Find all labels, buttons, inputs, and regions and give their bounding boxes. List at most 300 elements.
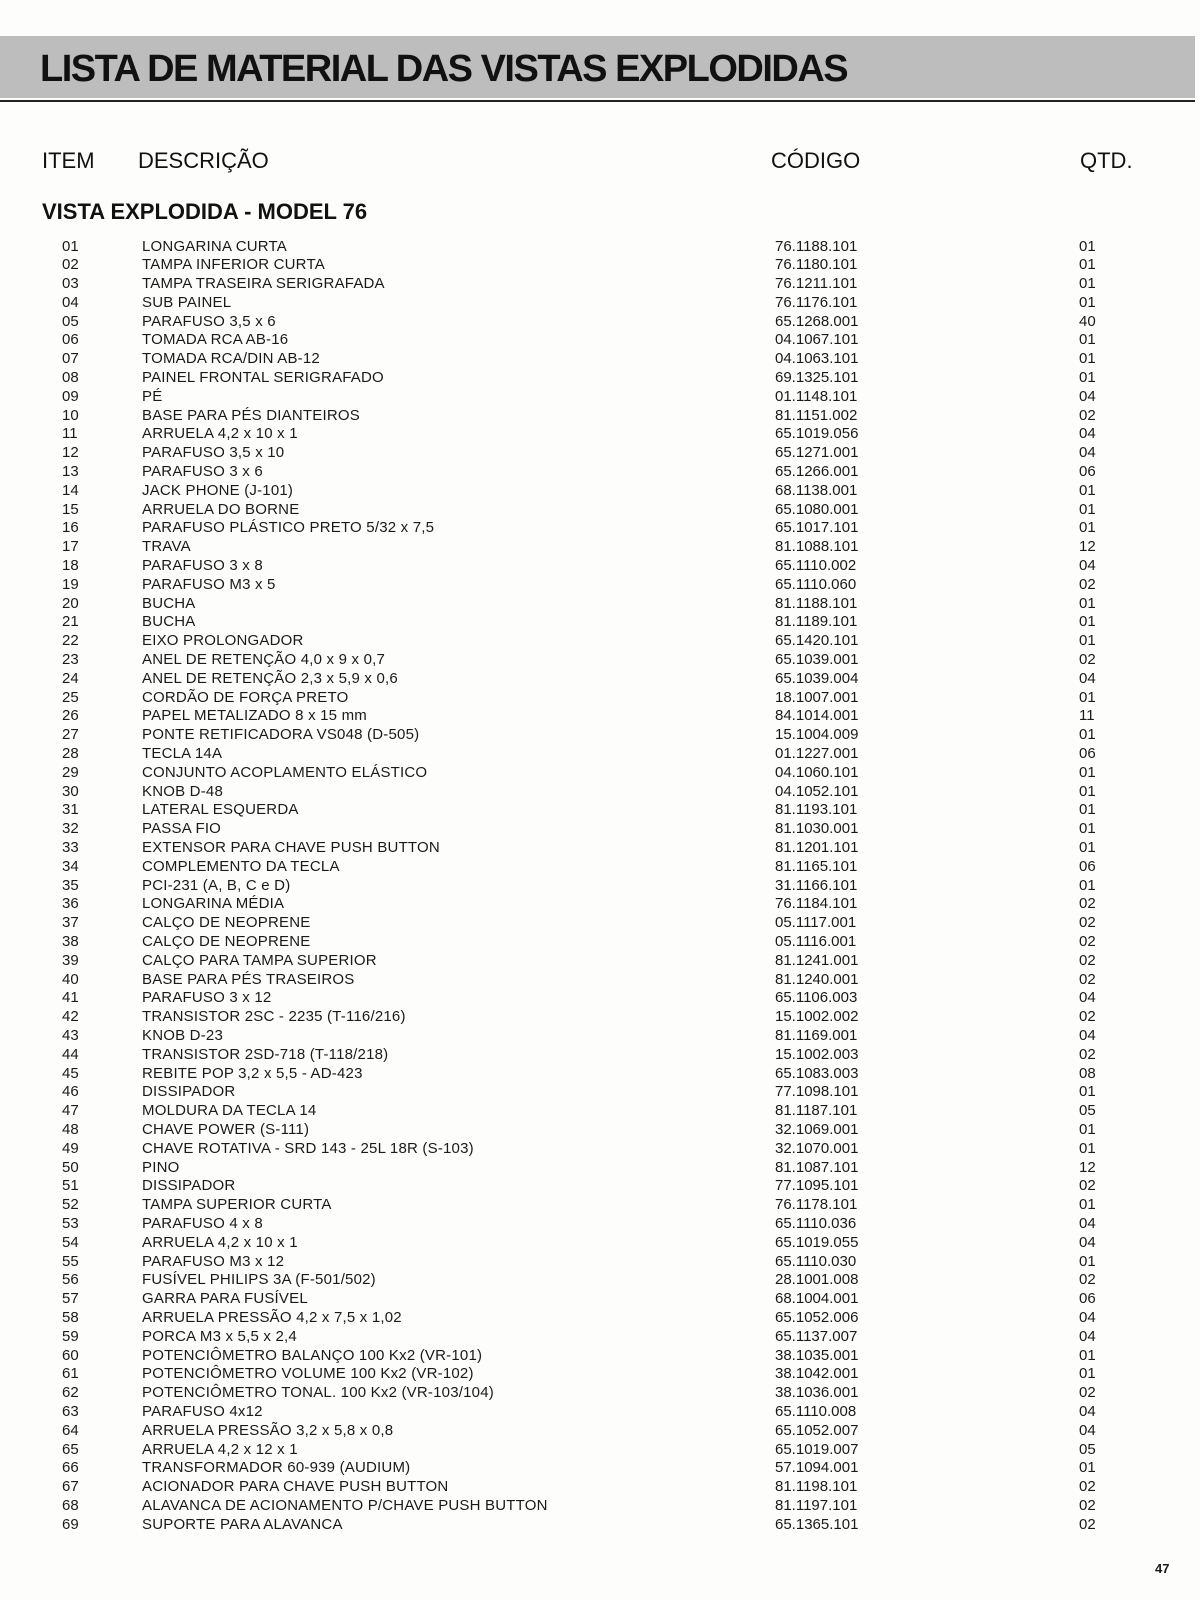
table-row — [0, 1516, 1200, 1535]
item-number: 06 — [62, 331, 79, 349]
item-number: 10 — [62, 406, 79, 424]
item-description: PARAFUSO PLÁSTICO PRETO 5/32 x 7,5 — [142, 519, 435, 537]
table-row — [0, 482, 1200, 501]
item-quantity: 01 — [1079, 331, 1096, 349]
item-number: 66 — [62, 1459, 79, 1477]
item-code: 32.1070.001 — [775, 1139, 859, 1157]
item-number: 35 — [62, 876, 79, 894]
item-code: 18.1007.001 — [775, 688, 859, 706]
item-description: POTENCIÔMETRO BALANÇO 100 Kx2 (VR-101) — [142, 1346, 483, 1364]
item-quantity: 01 — [1079, 350, 1096, 368]
table-row — [0, 501, 1200, 520]
item-number: 14 — [62, 481, 79, 499]
item-description: PARAFUSO 4 x 8 — [142, 1214, 263, 1232]
table-row — [0, 463, 1200, 482]
item-quantity: 01 — [1079, 1083, 1096, 1101]
item-quantity: 04 — [1079, 1026, 1096, 1044]
item-number: 49 — [62, 1139, 79, 1157]
item-code: 76.1178.101 — [775, 1196, 858, 1214]
item-code: 04.1067.101 — [775, 331, 859, 349]
item-description: ACIONADOR PARA CHAVE PUSH BUTTON — [142, 1478, 449, 1496]
table-row — [0, 1459, 1200, 1478]
item-description: PCI-231 (A, B, C e D) — [142, 876, 291, 894]
item-number: 64 — [62, 1421, 79, 1439]
item-quantity: 01 — [1079, 369, 1096, 387]
item-number: 34 — [62, 857, 79, 875]
item-number: 24 — [62, 669, 79, 687]
item-quantity: 05 — [1079, 1102, 1096, 1120]
item-description: REBITE POP 3,2 x 5,5 - AD-423 — [142, 1064, 363, 1082]
item-description: TRANSISTOR 2SD-718 (T-118/218) — [142, 1045, 389, 1063]
item-code: 81.1188.101 — [775, 594, 858, 612]
item-description: CHAVE POWER (S-111) — [142, 1120, 310, 1138]
item-quantity: 01 — [1079, 594, 1096, 612]
item-quantity: 01 — [1079, 500, 1096, 518]
item-code: 65.1019.055 — [775, 1233, 859, 1251]
item-code: 28.1001.008 — [775, 1271, 859, 1289]
item-quantity: 01 — [1079, 519, 1096, 537]
item-description: ARRUELA 4,2 x 10 x 1 — [142, 1233, 298, 1251]
section-title: VISTA EXPLODIDA - MODEL 76 — [42, 199, 368, 224]
item-code: 65.1052.007 — [775, 1421, 859, 1439]
item-description: BASE PARA PÉS DIANTEIROS — [142, 406, 360, 424]
item-code: 65.1420.101 — [775, 632, 859, 650]
item-code: 38.1042.001 — [775, 1365, 859, 1383]
item-code: 65.1137.007 — [775, 1327, 858, 1345]
item-description: BUCHA — [142, 613, 196, 631]
title-rule — [0, 100, 1195, 102]
table-row — [0, 1121, 1200, 1140]
item-quantity: 02 — [1079, 951, 1096, 969]
table-row — [0, 1309, 1200, 1328]
item-quantity: 01 — [1079, 256, 1096, 274]
item-number: 65 — [62, 1440, 79, 1458]
item-code: 05.1117.001 — [775, 914, 857, 932]
item-quantity: 01 — [1079, 481, 1096, 499]
item-code: 77.1095.101 — [775, 1177, 859, 1195]
item-description: BASE PARA PÉS TRASEIROS — [142, 970, 355, 988]
table-row — [0, 350, 1200, 369]
table-row — [0, 1083, 1200, 1102]
item-quantity: 02 — [1079, 406, 1096, 424]
item-number: 32 — [62, 820, 79, 838]
item-code: 69.1325.101 — [775, 369, 859, 387]
item-code: 81.1151.002 — [775, 406, 858, 424]
item-description: TAMPA SUPERIOR CURTA — [142, 1196, 332, 1214]
item-description: GARRA PARA FUSÍVEL — [142, 1290, 308, 1308]
item-description: TRANSFORMADOR 60-939 (AUDIUM) — [142, 1459, 411, 1477]
table-row — [0, 1065, 1200, 1084]
item-description: PAINEL FRONTAL SERIGRAFADO — [142, 369, 384, 387]
item-number: 39 — [62, 951, 79, 969]
item-number: 30 — [62, 782, 79, 800]
item-description: ARRUELA DO BORNE — [142, 500, 300, 518]
table-row — [0, 1497, 1200, 1516]
item-description: TAMPA TRASEIRA SERIGRAFADA — [142, 275, 385, 293]
item-quantity: 01 — [1079, 1459, 1096, 1477]
item-quantity: 01 — [1079, 763, 1096, 781]
item-number: 41 — [62, 989, 79, 1007]
item-code: 65.1052.006 — [775, 1308, 859, 1326]
item-quantity: 01 — [1079, 1196, 1096, 1214]
item-number: 09 — [62, 387, 79, 405]
table-row — [0, 331, 1200, 350]
item-quantity: 01 — [1079, 801, 1096, 819]
item-code: 04.1060.101 — [775, 763, 859, 781]
table-row — [0, 877, 1200, 896]
item-code: 65.1039.001 — [775, 651, 859, 669]
item-code: 65.1106.003 — [775, 989, 858, 1007]
item-number: 29 — [62, 763, 79, 781]
item-number: 55 — [62, 1252, 79, 1270]
item-code: 76.1211.101 — [775, 275, 858, 293]
item-description: BUCHA — [142, 594, 196, 612]
column-header-qty: QTD. — [1080, 148, 1133, 173]
table-row — [0, 388, 1200, 407]
item-code: 65.1019.056 — [775, 425, 859, 443]
item-number: 61 — [62, 1365, 79, 1383]
table-row — [0, 407, 1200, 426]
table-row — [0, 595, 1200, 614]
item-description: POTENCIÔMETRO TONAL. 100 Kx2 (VR-103/104) — [142, 1384, 494, 1402]
item-number: 17 — [62, 538, 79, 556]
item-quantity: 02 — [1079, 895, 1096, 913]
table-row — [0, 1008, 1200, 1027]
item-code: 77.1098.101 — [775, 1083, 859, 1101]
item-quantity: 01 — [1079, 726, 1096, 744]
table-row — [0, 1271, 1200, 1290]
item-quantity: 04 — [1079, 1214, 1096, 1232]
item-code: 81.1193.101 — [775, 801, 858, 819]
item-quantity: 01 — [1079, 237, 1096, 255]
item-number: 37 — [62, 914, 79, 932]
item-quantity: 01 — [1079, 876, 1096, 894]
table-row — [0, 425, 1200, 444]
item-code: 68.1004.001 — [775, 1290, 859, 1308]
item-description: ARRUELA 4,2 x 10 x 1 — [142, 425, 298, 443]
item-number: 59 — [62, 1327, 79, 1345]
item-quantity: 04 — [1079, 1233, 1096, 1251]
table-row — [0, 1253, 1200, 1272]
item-number: 54 — [62, 1233, 79, 1251]
table-row — [0, 519, 1200, 538]
item-description: DISSIPADOR — [142, 1177, 236, 1195]
item-code: 76.1176.101 — [775, 293, 858, 311]
item-number: 27 — [62, 726, 79, 744]
item-quantity: 12 — [1079, 1158, 1096, 1176]
item-quantity: 01 — [1079, 1346, 1096, 1364]
table-row — [0, 783, 1200, 802]
item-code: 76.1180.101 — [775, 256, 858, 274]
item-number: 56 — [62, 1271, 79, 1289]
item-number: 13 — [62, 463, 79, 481]
item-number: 11 — [62, 425, 78, 443]
item-description: TAMPA INFERIOR CURTA — [142, 256, 325, 274]
item-description: LATERAL ESQUERDA — [142, 801, 299, 819]
table-row — [0, 256, 1200, 275]
table-row — [0, 801, 1200, 820]
item-number: 07 — [62, 350, 79, 368]
table-row — [0, 1478, 1200, 1497]
item-description: COMPLEMENTO DA TECLA — [142, 857, 340, 875]
item-number: 36 — [62, 895, 79, 913]
item-description: PARAFUSO 3 x 12 — [142, 989, 272, 1007]
table-row — [0, 632, 1200, 651]
item-code: 81.1201.101 — [775, 839, 859, 856]
column-header-item: ITEM — [42, 148, 95, 173]
table-row — [0, 952, 1200, 971]
item-quantity: 08 — [1079, 1064, 1096, 1082]
item-quantity: 02 — [1079, 575, 1096, 593]
table-row — [0, 1234, 1200, 1253]
table-row — [0, 764, 1200, 783]
item-description: PASSA FIO — [142, 820, 222, 838]
item-code: 81.1030.001 — [775, 820, 859, 838]
item-code: 15.1002.003 — [775, 1045, 859, 1063]
item-number: 22 — [62, 632, 79, 650]
item-number: 48 — [62, 1120, 79, 1138]
table-row — [0, 1140, 1200, 1159]
item-description: LONGARINA MÉDIA — [142, 895, 285, 913]
item-quantity: 12 — [1079, 538, 1096, 556]
table-row — [0, 1328, 1200, 1347]
table-row — [0, 1177, 1200, 1196]
item-number: 45 — [62, 1064, 79, 1082]
item-code: 76.1184.101 — [775, 895, 858, 913]
item-code: 65.1019.007 — [775, 1440, 859, 1458]
item-code: 04.1063.101 — [775, 350, 859, 368]
table-row — [0, 444, 1200, 463]
item-quantity: 06 — [1079, 745, 1096, 763]
item-description: ANEL DE RETENÇÃO 2,3 x 5,9 x 0,6 — [142, 669, 398, 687]
item-number: 31 — [62, 801, 79, 819]
item-description: CALÇO DE NEOPRENE — [142, 914, 311, 932]
item-quantity: 02 — [1079, 1496, 1096, 1514]
item-number: 03 — [62, 275, 79, 293]
column-header-code: CÓDIGO — [771, 148, 861, 173]
item-description: TOMADA RCA AB-16 — [142, 331, 289, 349]
item-quantity: 06 — [1079, 463, 1096, 481]
page-title: LISTA DE MATERIAL DAS VISTAS EXPLODIDAS — [40, 48, 848, 90]
item-code: 01.1148.101 — [775, 387, 858, 405]
table-row — [0, 707, 1200, 726]
item-description: MOLDURA DA TECLA 14 — [142, 1102, 317, 1120]
item-quantity: 11 — [1079, 707, 1095, 725]
item-quantity: 04 — [1079, 1327, 1096, 1345]
item-number: 04 — [62, 293, 79, 311]
item-description: CONJUNTO ACOPLAMENTO ELÁSTICO — [142, 763, 428, 781]
item-code: 31.1166.101 — [775, 876, 858, 894]
item-description: KNOB D-48 — [142, 782, 223, 800]
item-code: 65.1017.101 — [775, 519, 859, 537]
item-description: EIXO PROLONGADOR — [142, 632, 304, 650]
item-quantity: 02 — [1079, 1384, 1096, 1402]
item-number: 57 — [62, 1290, 79, 1308]
item-description: KNOB D-23 — [142, 1026, 223, 1044]
table-row — [0, 557, 1200, 576]
item-quantity: 40 — [1079, 312, 1096, 330]
item-code: 65.1110.030 — [775, 1252, 857, 1270]
item-quantity: 02 — [1079, 970, 1096, 988]
item-number: 63 — [62, 1402, 79, 1420]
item-quantity: 01 — [1079, 688, 1096, 706]
item-code: 65.1083.003 — [775, 1064, 859, 1082]
item-number: 38 — [62, 932, 79, 950]
item-number: 25 — [62, 688, 79, 706]
table-row — [0, 670, 1200, 689]
item-number: 44 — [62, 1045, 79, 1063]
item-number: 12 — [62, 444, 79, 462]
item-quantity: 05 — [1079, 1440, 1096, 1458]
item-quantity: 02 — [1079, 914, 1096, 932]
item-code: 32.1069.001 — [775, 1120, 859, 1138]
table-row — [0, 914, 1200, 933]
table-row — [0, 576, 1200, 595]
column-header-description: DESCRIÇÃO — [138, 148, 269, 173]
parts-table — [0, 238, 1200, 1535]
item-number: 60 — [62, 1346, 79, 1364]
item-quantity: 01 — [1079, 820, 1096, 838]
item-quantity: 02 — [1079, 1515, 1096, 1533]
item-number: 69 — [62, 1515, 79, 1533]
table-row — [0, 1196, 1200, 1215]
table-row — [0, 989, 1200, 1008]
item-description: POTENCIÔMETRO VOLUME 100 Kx2 (VR-102) — [142, 1365, 474, 1383]
table-row — [0, 1422, 1200, 1441]
item-number: 43 — [62, 1026, 79, 1044]
item-quantity: 06 — [1079, 1290, 1096, 1308]
table-row — [0, 1027, 1200, 1046]
table-row — [0, 1290, 1200, 1309]
item-code: 81.1198.101 — [775, 1478, 858, 1496]
item-number: 46 — [62, 1083, 79, 1101]
item-number: 40 — [62, 970, 79, 988]
item-code: 38.1035.001 — [775, 1346, 859, 1364]
table-row — [0, 895, 1200, 914]
item-code: 65.1271.001 — [775, 444, 859, 462]
table-row — [0, 651, 1200, 670]
item-description: SUB PAINEL — [142, 293, 232, 311]
item-description: FUSÍVEL PHILIPS 3A (F-501/502) — [142, 1271, 376, 1289]
item-description: PONTE RETIFICADORA VS048 (D-505) — [142, 726, 420, 744]
item-number: 47 — [62, 1102, 79, 1120]
item-number: 16 — [62, 519, 79, 537]
table-row — [0, 369, 1200, 388]
item-quantity: 01 — [1079, 613, 1096, 631]
item-quantity: 04 — [1079, 1308, 1096, 1326]
table-row — [0, 1365, 1200, 1384]
table-row — [0, 745, 1200, 764]
table-row — [0, 839, 1200, 858]
item-number: 68 — [62, 1496, 79, 1514]
item-code: 05.1116.001 — [775, 932, 857, 950]
item-description: ARRUELA PRESSÃO 3,2 x 5,8 x 0,8 — [142, 1421, 394, 1439]
item-code: 57.1094.001 — [775, 1459, 859, 1477]
item-quantity: 02 — [1079, 932, 1096, 950]
item-description: PINO — [142, 1158, 180, 1176]
item-quantity: 01 — [1079, 293, 1096, 311]
item-code: 81.1169.001 — [775, 1026, 858, 1044]
item-number: 23 — [62, 651, 79, 669]
item-description: ANEL DE RETENÇÃO 4,0 x 9 x 0,7 — [142, 651, 386, 669]
table-row — [0, 1384, 1200, 1403]
item-description: JACK PHONE (J-101) — [142, 481, 294, 499]
table-row — [0, 820, 1200, 839]
item-quantity: 01 — [1079, 839, 1096, 856]
table-row — [0, 689, 1200, 708]
item-quantity: 02 — [1079, 1008, 1096, 1026]
item-description: PAPEL METALIZADO 8 x 15 mm — [142, 707, 367, 725]
item-code: 65.1268.001 — [775, 312, 859, 330]
item-quantity: 04 — [1079, 989, 1096, 1007]
item-code: 15.1002.002 — [775, 1008, 859, 1026]
item-description: TRAVA — [142, 538, 191, 556]
item-description: ARRUELA 4,2 x 12 x 1 — [142, 1440, 298, 1458]
item-number: 08 — [62, 369, 79, 387]
item-number: 50 — [62, 1158, 79, 1176]
item-description: CALÇO PARA TAMPA SUPERIOR — [142, 951, 377, 969]
item-number: 15 — [62, 500, 79, 518]
item-code: 68.1138.001 — [775, 481, 858, 499]
item-number: 42 — [62, 1008, 79, 1026]
item-quantity: 02 — [1079, 651, 1096, 669]
item-quantity: 04 — [1079, 425, 1096, 443]
item-description: TECLA 14A — [142, 745, 223, 763]
item-code: 81.1165.101 — [775, 857, 858, 875]
item-description: PARAFUSO 3,5 x 10 — [142, 444, 285, 462]
item-number: 21 — [62, 613, 79, 631]
item-code: 81.1197.101 — [775, 1496, 858, 1514]
item-quantity: 04 — [1079, 1421, 1096, 1439]
table-row — [0, 613, 1200, 632]
item-quantity: 04 — [1079, 444, 1096, 462]
item-quantity: 04 — [1079, 1402, 1096, 1420]
item-code: 65.1110.060 — [775, 575, 857, 593]
item-quantity: 01 — [1079, 1365, 1096, 1383]
item-code: 15.1004.009 — [775, 726, 859, 744]
item-number: 05 — [62, 312, 79, 330]
item-quantity: 02 — [1079, 1177, 1096, 1195]
item-code: 38.1036.001 — [775, 1384, 859, 1402]
table-row — [0, 1102, 1200, 1121]
item-quantity: 04 — [1079, 669, 1096, 687]
item-description: PARAFUSO M3 x 5 — [142, 575, 276, 593]
table-row — [0, 313, 1200, 332]
item-code: 81.1187.101 — [775, 1102, 858, 1120]
table-row — [0, 1347, 1200, 1366]
item-description: PORCA M3 x 5,5 x 2,4 — [142, 1327, 297, 1345]
item-number: 58 — [62, 1308, 79, 1326]
item-quantity: 06 — [1079, 857, 1096, 875]
item-number: 26 — [62, 707, 79, 725]
item-description: PÉ — [142, 387, 163, 405]
item-description: CORDÃO DE FORÇA PRETO — [142, 688, 349, 706]
table-row — [0, 538, 1200, 557]
item-description: TOMADA RCA/DIN AB-12 — [142, 350, 320, 368]
table-row — [0, 1441, 1200, 1460]
item-description: PARAFUSO 3 x 6 — [142, 463, 263, 481]
item-description: CHAVE ROTATIVA - SRD 143 - 25L 18R (S-103) — [142, 1139, 474, 1157]
item-code: 65.1110.008 — [775, 1402, 857, 1420]
item-code: 65.1365.101 — [775, 1515, 859, 1533]
item-quantity: 01 — [1079, 1252, 1096, 1270]
item-description: PARAFUSO M3 x 12 — [142, 1252, 285, 1270]
item-number: 62 — [62, 1384, 79, 1402]
item-code: 84.1014.001 — [775, 707, 859, 725]
item-description: SUPORTE PARA ALAVANCA — [142, 1515, 343, 1533]
item-code: 76.1188.101 — [775, 237, 858, 255]
item-quantity: 04 — [1079, 387, 1096, 405]
